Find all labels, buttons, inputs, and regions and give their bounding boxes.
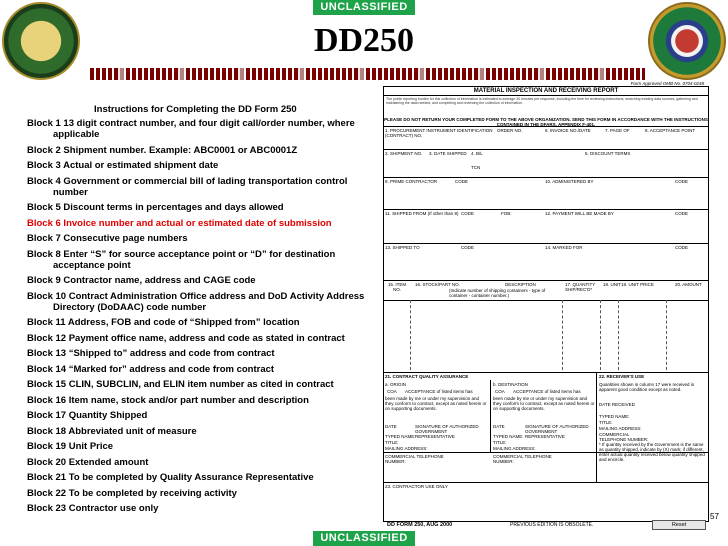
qa-divider <box>490 380 491 452</box>
field-order-no[interactable]: ORDER NO. <box>497 128 523 133</box>
contractor-use-section <box>384 482 708 522</box>
col-stock-part: 16. STOCK/PART NO. <box>415 282 460 287</box>
qa-destination-coa[interactable]: COA <box>495 389 505 394</box>
field-shipped-from-code: CODE <box>461 211 475 216</box>
qa-destination-signature: SIGNATURE OF AUTHORIZED GOVERNMENT REPRESENTATIVE <box>525 424 589 439</box>
receiver-typed-name: TYPED NAME: <box>599 414 630 419</box>
instruction-block: Block 19 Unit Price <box>27 441 114 452</box>
contractor-use-label: 23. CONTRACTOR USE ONLY <box>385 484 448 489</box>
instruction-block: Block 6 Invoice number and actual or estimated date of submission <box>27 217 332 229</box>
col-divider <box>618 300 619 370</box>
form-row-2 <box>384 149 708 170</box>
instruction-block: Block 2 Shipment number. Example: ABC0001 or ABC0001Z <box>27 144 298 156</box>
instructions-list <box>27 118 372 519</box>
instruction-block: Block 8 Enter “S” for source acceptance point or “D” for destination acceptance point <box>27 248 336 271</box>
form-columns <box>384 280 708 300</box>
instruction-block: Block 12 Payment office name, address and code as stated in contract <box>27 332 345 344</box>
form-notice: The public reporting burden for this collection of information is estimated to average 30 minutes per response, including the time for reviewing instructions, searching existing data sources, gathering and maintaining the data needed, and completing and reviewing the collection of information. <box>386 97 698 105</box>
instruction-block: Block 13 “Shipped to” address and code from contract <box>27 348 275 359</box>
form-previous-edition: PREVIOUS EDITION IS OBSOLETE. <box>510 522 594 528</box>
instruction-block: Block 23 Contractor use only <box>27 503 159 514</box>
qa-origin: a. ORIGIN <box>385 382 407 387</box>
field-shipment-no[interactable]: 2. SHIPMENT NO. <box>385 151 423 156</box>
field-contract-no[interactable]: 1. PROCUREMENT INSTRUMENT IDENTIFICATION (CONTRACT) NO. <box>385 128 493 138</box>
instruction-block: Block 11 Address, FOB and code of “Shipped from” location <box>27 317 300 328</box>
qa-destination: b. DESTINATION <box>493 382 528 387</box>
receiver-label: 22. RECEIVER'S USE <box>599 374 645 379</box>
field-marked-for-code: CODE <box>675 245 689 250</box>
col-description-sub: (Indicate number of shipping containers - type of container - container number.) <box>449 288 546 298</box>
qa-origin-coa[interactable]: COA <box>387 389 397 394</box>
field-payment-code: CODE <box>675 211 689 216</box>
reset-button[interactable]: Reset <box>652 520 706 530</box>
field-marked-for[interactable]: 14. MARKED FOR <box>545 245 583 250</box>
field-date-shipped[interactable]: 3. DATE SHIPPED <box>429 151 467 156</box>
qa-origin-typed-name: TYPED NAME: <box>385 434 416 439</box>
receiver-text: Quantities shown in column 17 were received in apparent good condition except as noted. <box>599 382 695 392</box>
field-payment-by[interactable]: 12. PAYMENT WILL BE MADE BY <box>545 211 614 216</box>
receiver-note: * If quantity received by the Government is the same as quantity shipped, indicate by (X) mark; if different, enter actual quantity received below quantity shipped and encircle. <box>599 442 705 462</box>
field-invoice[interactable]: 6. INVOICE NO./DATE <box>545 128 591 133</box>
qa-destination-typed-name: TYPED NAME: <box>493 434 524 439</box>
form-header: MATERIAL INSPECTION AND RECEIVING REPORT <box>384 87 708 96</box>
qa-origin-text: been made by me or under my supervision and they conform to contract, except as noted herein or on supporting documents. <box>385 396 487 411</box>
instruction-block: Block 18 Abbreviated unit of measure <box>27 425 197 437</box>
instruction-block: Block 15 CLIN, SUBCLIN, and ELIN item number as cited in contract <box>27 379 334 390</box>
instruction-block: Block 21 To be completed by Quality Assurance Representative <box>27 472 314 483</box>
col-quantity: 17. QUANTITY SHIP/REC'D* <box>565 282 596 292</box>
qa-origin-date: DATE <box>385 424 397 429</box>
form-approved: Form Approved OMB No. 0704-0248 <box>630 81 704 86</box>
instructions-heading: Instructions for Completing the DD Form 250 <box>94 104 297 115</box>
col-divider <box>562 300 563 370</box>
receiver-date-received: DATE RECEIVED <box>599 402 635 407</box>
col-unit: 18. UNIT <box>603 282 622 287</box>
instruction-block: Block 16 Item name, stock and/or part number and description <box>27 394 309 406</box>
field-shipped-to[interactable]: 13. SHIPPED TO <box>385 245 420 250</box>
instruction-block: Block 5 Discount terms in percentages and days allowed <box>27 202 284 213</box>
instruction-block: Block 9 Contractor name, address and CAGE code <box>27 275 256 286</box>
col-divider <box>410 300 411 370</box>
receiver-phone: COMMERCIAL TELEPHONE NUMBER: <box>599 432 649 442</box>
field-acceptance-point[interactable]: 8. ACCEPTANCE POINT <box>645 128 696 133</box>
classification-banner-top: UNCLASSIFIED <box>313 0 415 15</box>
instruction-block: Block 14 “Marked for” address and code from contract <box>27 363 275 375</box>
instruction-block: Block 4 Government or commercial bill of lading transportation control number <box>27 175 348 198</box>
instruction-block: Block 17 Quantity Shipped <box>27 410 148 421</box>
field-administered-by[interactable]: 10. ADMINISTERED BY <box>545 179 594 184</box>
instruction-block: Block 20 Extended amount <box>27 456 149 468</box>
receiver-title: TITLE: <box>599 420 613 425</box>
field-fob[interactable]: FOB: <box>501 211 512 216</box>
field-tcn[interactable]: TCN <box>471 165 481 170</box>
qa-origin-signature: SIGNATURE OF AUTHORIZED GOVERNMENT REPRESENTATIVE <box>415 424 479 439</box>
instruction-block: Block 1 13 digit contract number, and four digit call/order number, where applicable <box>27 118 355 140</box>
instruction-block: Block 22 To be completed by receiving activity <box>27 487 237 499</box>
instruction-block: Block 10 Contract Administration Office address and DoD Activity Address Directory (DoDAAC) code number <box>27 290 365 313</box>
instruction-block: Block 7 Consecutive page numbers <box>27 233 188 244</box>
form-please: PLEASE DO NOT RETURN YOUR COMPLETED FORM TO THE ABOVE ORGANIZATION. SEND THIS FORM IN ACCORDANCE WITH THE INSTRUCTIONS CONTAINED IN THE DFARS, APPENDIX F-401. <box>384 117 708 127</box>
field-discount-terms[interactable]: 5. DISCOUNT TERMS <box>585 151 631 156</box>
qa-origin-acceptance: ACCEPTANCE of listed items has <box>405 389 473 394</box>
qa-origin-title: TITLE: <box>385 440 399 445</box>
qa-origin-phone: COMMERCIAL TELEPHONE NUMBER: <box>385 454 444 464</box>
qa-destination-phone: COMMERCIAL TELEPHONE NUMBER: <box>493 454 552 464</box>
qa-phone-row <box>384 452 708 482</box>
field-page[interactable]: 7. PAGE OF <box>605 128 630 133</box>
receiver-mailing: MAILING ADDRESS: <box>599 426 642 431</box>
col-divider <box>600 300 601 370</box>
qa-destination-mailing: MAILING ADDRESS: <box>493 446 536 451</box>
form-id: DD FORM 250, AUG 2000 <box>387 522 453 528</box>
form-row-4 <box>384 209 708 219</box>
qa-destination-date: DATE <box>493 424 505 429</box>
qa-destination-acceptance: ACCEPTANCE of listed items has <box>513 389 581 394</box>
decorative-band-overlay <box>90 68 645 80</box>
qa-destination-title: TITLE: <box>493 440 507 445</box>
form-row-1 <box>384 126 708 136</box>
field-bl[interactable]: 4. B/L <box>471 151 483 156</box>
qa-section <box>384 372 708 462</box>
qa-destination-text: been made by me or under my supervision and they conform to contract, except as noted herein or on supporting documents. <box>493 396 595 411</box>
field-prime-contractor[interactable]: 9. PRIME CONTRACTOR <box>385 179 438 184</box>
col-description: DESCRIPTION <box>505 282 536 287</box>
dd250-form <box>383 81 709 522</box>
form-columns-underline <box>384 300 708 301</box>
field-shipped-from[interactable]: 11. SHIPPED FROM (If other than 9) <box>385 211 459 216</box>
col-divider <box>666 300 667 370</box>
classification-banner-bottom: UNCLASSIFIED <box>313 531 415 546</box>
field-shipped-to-code: CODE <box>461 245 475 250</box>
qa-label: 21. CONTRACT QUALITY ASSURANCE <box>385 374 469 379</box>
col-unit-price: 19. UNIT PRICE <box>621 282 654 287</box>
instruction-block: Block 3 Actual or estimated shipment date <box>27 160 219 171</box>
col-item-no: 15. ITEM NO. <box>387 282 407 292</box>
page-number: 57 <box>710 512 719 521</box>
field-admin-code: CODE <box>675 179 689 184</box>
field-prime-code: CODE <box>455 179 469 184</box>
qa-origin-mailing: MAILING ADDRESS: <box>385 446 428 451</box>
page-title: DD250 <box>313 22 415 59</box>
col-amount: 20. AMOUNT <box>675 282 702 287</box>
form-row-3 <box>384 177 708 187</box>
form-row-5 <box>384 243 708 253</box>
